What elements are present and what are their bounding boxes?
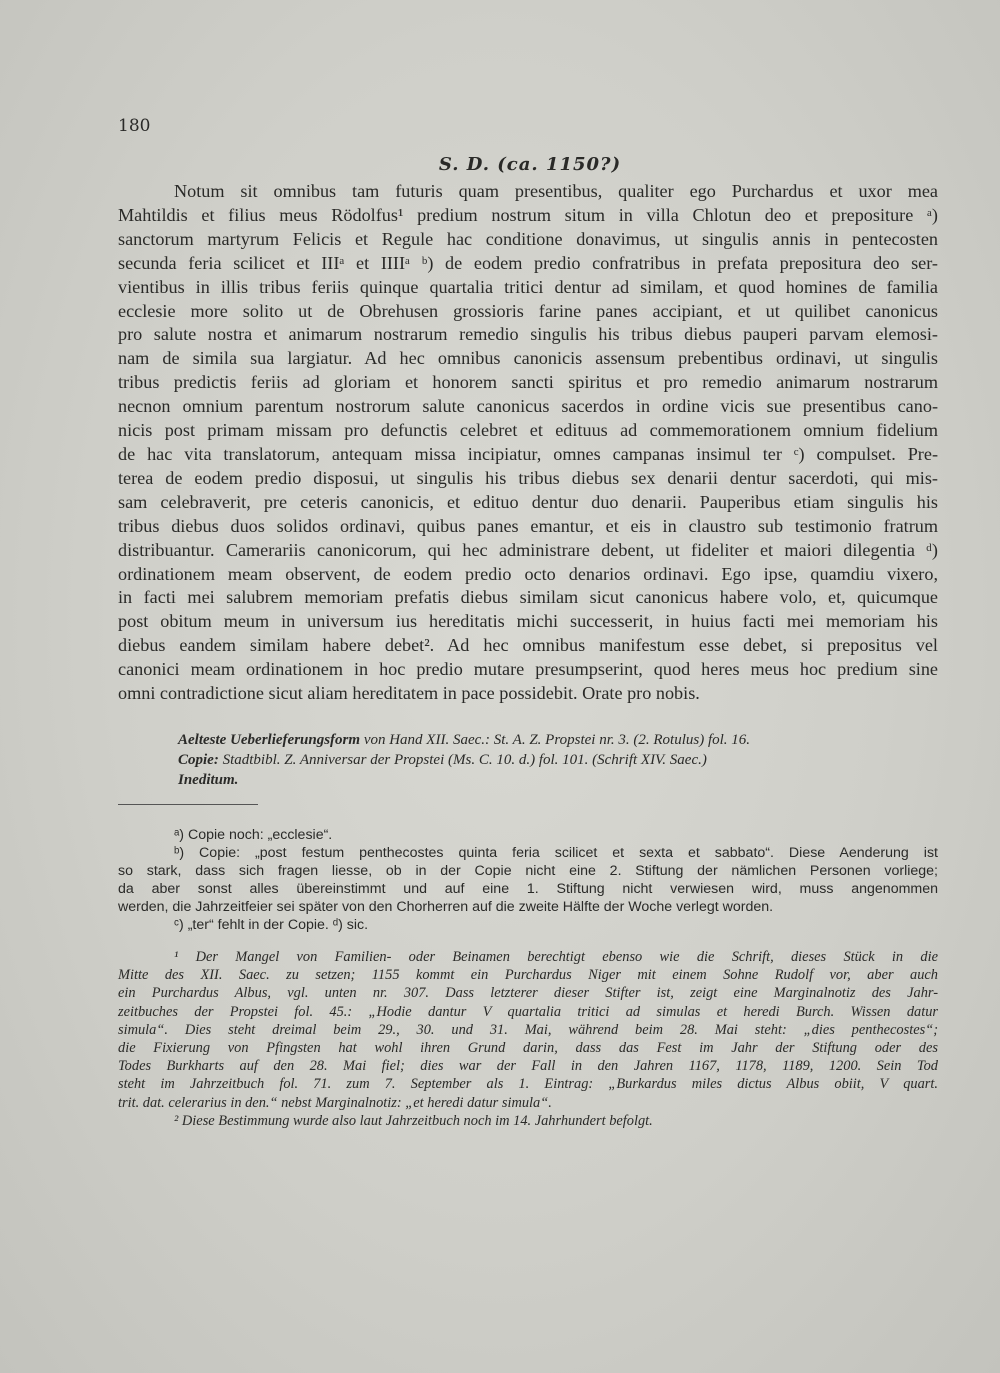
body-line: canonici meam ordinationem in hoc predio mutare presumpserint, quod heres meus hoc predium sine [118,659,938,680]
body-line: de hac vita translatorum, antequam missa incipiatur, omnes campanas insimul ter ᶜ) compulset. Pre- [118,443,938,464]
body-line: terea de eodem predio disposui, ut singulis his tribus diebus sex denarii dentur sacerdoti, qui mis- [118,467,938,488]
body-line: sanctorum martyrum Felicis et Regule hac conditione donavimus, ut singulis annis in pentecosten [118,228,938,249]
fn-line: Mitte des XII. Saec. zu setzen; 1155 kommt ein Purchardus Niger mit einem Sohne Rudolf vor, aber auch [118,967,938,984]
source-label-1: Aelteste Ueberlieferungsform [178,732,361,748]
notes-line: ᵃ) Copie noch: „ecclesie“. [174,827,333,843]
body-line: ordinationem meam observent, de eodem predio octo denarios ordinavi. Ego ipse, quamdiu vixero, [118,563,938,584]
fn-line: steht im Jahrzeitbuch fol. 71. zum 7. September als 1. Eintrag: „Burkardus miles dictus Albus obiit, V quart. [118,1076,938,1093]
body-line: nam de simila sua largiatur. Ad hec omnibus canonicis assensum prebentibus ordinavi, ut singulis [118,348,938,369]
fn-line: Todes Burkharts auf den 28. Mai fiel; dies war der Fall in den Jahren 1167, 1178, 1189, 1200. Sein Tod [118,1058,938,1075]
source-citation [178,730,938,790]
notes-line: da aber sonst alles übereinstimmt und auf eine 1. Stiftung nicht verwiesen wird, muss angenommen [118,880,938,897]
footnote-divider [118,804,258,805]
fn-line: die Fixierung von Pfingsten hat wohl ihren Grund darin, dass das Fest im Jahr der Stiftung oder des [118,1040,938,1057]
body-line: tribus predictis feriis ad gloriam et honorem sancti spiritus et pro remedio animarum nostrarum [118,372,938,393]
body-line: diebus eandem similam habere debet². Ad hec omnibus manifestum esse debet, si prepositus vel [118,635,938,656]
body-line: nicis post primam missam pro defunctis celebret et edituus ad commemorationem omnium fidelium [118,420,938,441]
body-line: ecclesie more solito ut de Obrehusen grossioris farine panes accipiant, et ut quilibet canonicus [118,300,938,321]
notes-line: so stark, dass sich fragen liesse, ob in der Copie nicht eine 2. Stiftung der nämlichen Personen vorliege; [118,862,938,879]
source-label-3: Ineditum. [178,772,239,788]
source-line-3 [178,770,938,790]
source-line-2 [178,750,938,770]
body-line: pro salute nostra et animarum nostrarum remedio singulis his tribus diebus pauperi parvam elemosi- [118,324,938,345]
body-line: Mahtildis et filius meus Rödolfus¹ predium nostrum situm in villa Chlotun deo et prepositure ᵃ) [118,204,938,225]
body-line: omni contradictione sicut aliam hereditatem in pace possidebit. Orate pro nobis. [118,683,700,704]
source-text-1: von Hand XII. Saec.: St. A. Z. Propstei nr. 3. (2. Rotulus) fol. 16. [360,732,751,748]
footnotes [118,948,938,1130]
body-line: distribuantur. Camerariis canonicorum, qui hec administrare debent, ut fideliter et maiori dilegentia ᵈ) [118,539,938,560]
source-text-2: Stadtbibl. Z. Anniversar der Propstei (Ms. C. 10. d.) fol. 101. (Schrift XIV. Saec.) [218,752,707,768]
body-line: Notum sit omnibus tam futuris quam presentibus, qualiter ego Purchardus et uxor mea [174,181,938,201]
textual-notes [118,827,938,934]
notes-line: ᵇ) Copie: „post festum penthecostes quinta feria scilicet et sexta et sabbato“. Diese Aenderung ist [174,844,938,861]
fn-line: ² Diese Bestimmung wurde also laut Jahrzeitbuch noch im 14. Jahrhundert befolgt. [174,1112,653,1129]
page-number: 180 [118,116,151,136]
notes-line: ᶜ) „ter“ fehlt in der Copie. ᵈ) sic. [174,916,369,933]
body-line: sam celebraverit, pre ceteris canonicis, et edituo dentur duo denarii. Pauperibus etiam singulis his [118,491,938,512]
fn-line: ein Purchardus Albus, vgl. unten nr. 307. Dass letzterer dieser Stifter ist, zeigt eine Marginalnotiz des Jahr- [118,985,938,1002]
fn-line: ¹ Der Mangel von Familien- oder Beinamen berechtigt ebenso wie die Schrift, dieses Stück in die [174,949,938,965]
fn-line: zeitbuches der Propstei fol. 45.: „Hodie dantur V quartalia tritici ad simulas et heredi Burch. Wissen datur [118,1003,938,1020]
source-line-1 [178,730,938,750]
body-line: vientibus in illis tribus feriis quinque quartalia tritici dentur ad similam, et quod homines de familia [118,276,938,297]
document-heading: S. D. (ca. 1150?) [438,154,622,175]
body-line: tribus diebus duos solidos ordinavi, quibus panes emantur, et eis in claustro sub testimonio fratrum [118,515,938,536]
fn-line: trit. dat. celerarius in den.“ nebst Marginalnotiz: „et heredi datur simula“. [118,1094,552,1111]
fn-line: simula“. Dies steht dreimal beim 29., 30. und 31. Mai, während beim 28. Mai steht: „dies penthecostes“; [118,1021,938,1038]
source-label-2: Copie: [178,752,219,768]
notes-line: werden, die Jahrzeitfeier sei später von den Chorherren auf die zweite Hälfte der Woche verlegt worden. [118,898,774,915]
charter-text [118,180,938,706]
body-line: necnon omnium parentum nostrorum salute canonicus sacerdos in ordine vicis sue presentibus cano- [118,396,938,417]
body-line: in facti mei salubrem memoriam prefatis diebus similam sicut canonicus habere volo, et, quicumque [118,587,938,608]
body-line: secunda feria scilicet et IIIᵃ et IIIIᵃ ᵇ) de eodem predio confratribus in prefata prepositura deo ser- [118,252,938,273]
body-line: post obitum meum in universum ius hereditatis michi successerit, in huius facti mei memoriam his [118,611,938,632]
